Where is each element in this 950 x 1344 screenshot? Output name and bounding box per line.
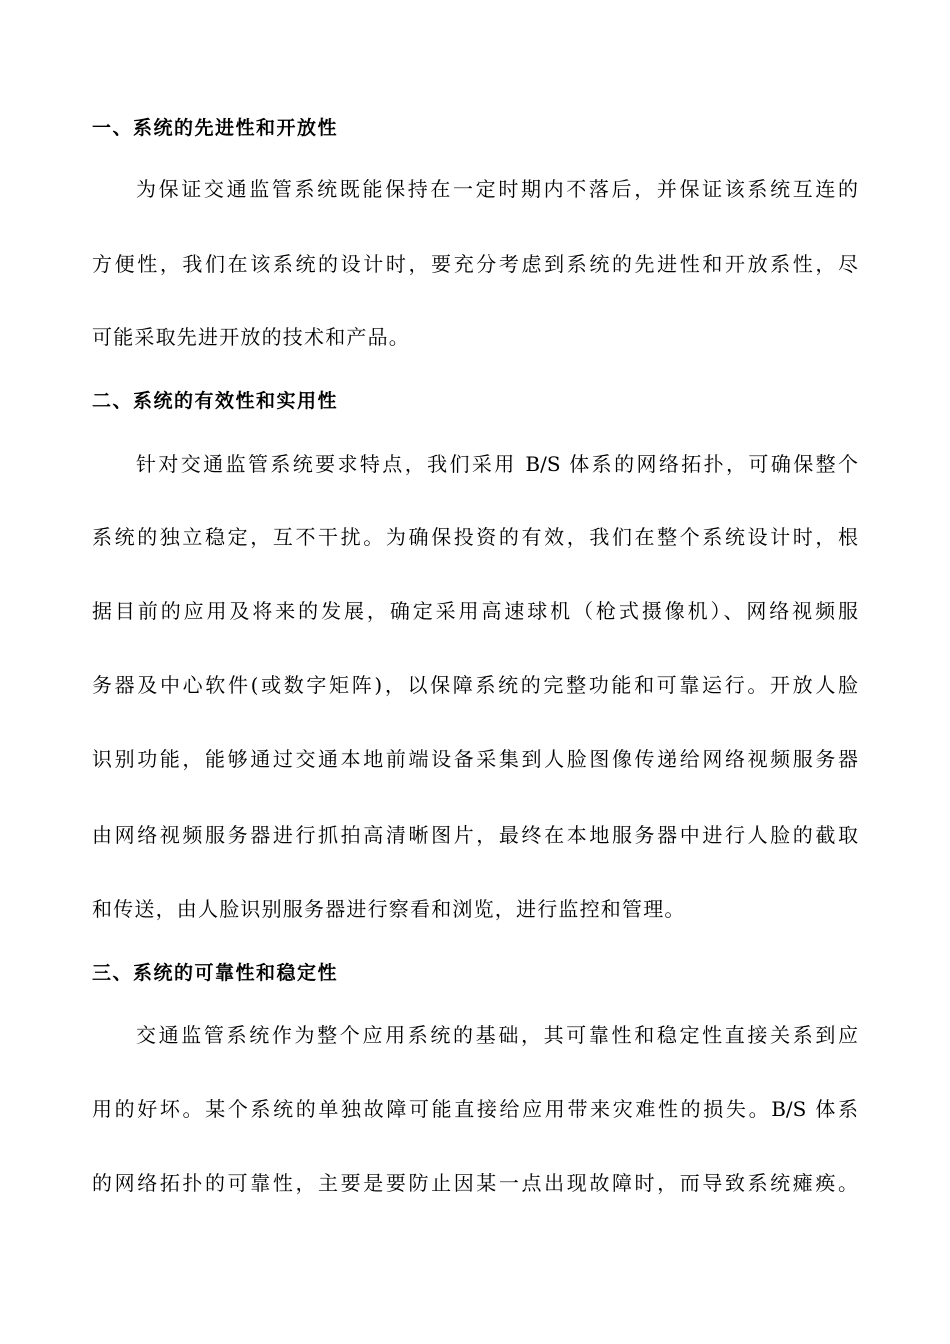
paragraph-line: 系统的独立稳定，互不干扰。为确保投资的有效，我们在整个系统设计时，根: [92, 525, 858, 549]
paragraph-line: 可能采取先进开放的技术和产品。: [92, 325, 410, 349]
paragraph-line: 用的好坏。某个系统的单独故障可能直接给应用带来灾难性的损失。B/S 体系: [92, 1097, 858, 1121]
paragraph-line: 由网络视频服务器进行抓拍高清晰图片，最终在本地服务器中进行人脸的截取: [92, 823, 858, 847]
section-heading-1: 一、系统的先进性和开放性: [92, 117, 339, 139]
paragraph-line: 务器及中心软件(或数字矩阵)，以保障系统的完整功能和可靠运行。开放人脸: [92, 673, 858, 697]
paragraph-line: 方便性，我们在该系统的设计时，要充分考虑到系统的先进性和开放系性，尽: [92, 252, 858, 276]
section-heading-2: 二、系统的有效性和实用性: [92, 390, 339, 412]
paragraph-line: 据目前的应用及将来的发展，确定采用高速球机（枪式摄像机）、网络视频服: [92, 599, 858, 623]
paragraph-line: 为保证交通监管系统既能保持在一定时期内不落后，并保证该系统互连的: [136, 177, 858, 201]
paragraph-line: 和传送，由人脸识别服务器进行察看和浏览，进行监控和管理。: [92, 897, 686, 921]
section-heading-3: 三、系统的可靠性和稳定性: [92, 962, 339, 984]
paragraph-line: 交通监管系统作为整个应用系统的基础，其可靠性和稳定性直接关系到应: [136, 1023, 858, 1047]
paragraph-line: 的网络拓扑的可靠性，主要是要防止因某一点出现故障时，而导致系统瘫痪。: [92, 1171, 858, 1195]
paragraph-line: 识别功能，能够通过交通本地前端设备采集到人脸图像传递给网络视频服务器: [92, 747, 858, 771]
paragraph-line: 针对交通监管系统要求特点，我们采用 B/S 体系的网络拓扑，可确保整个: [136, 452, 858, 476]
